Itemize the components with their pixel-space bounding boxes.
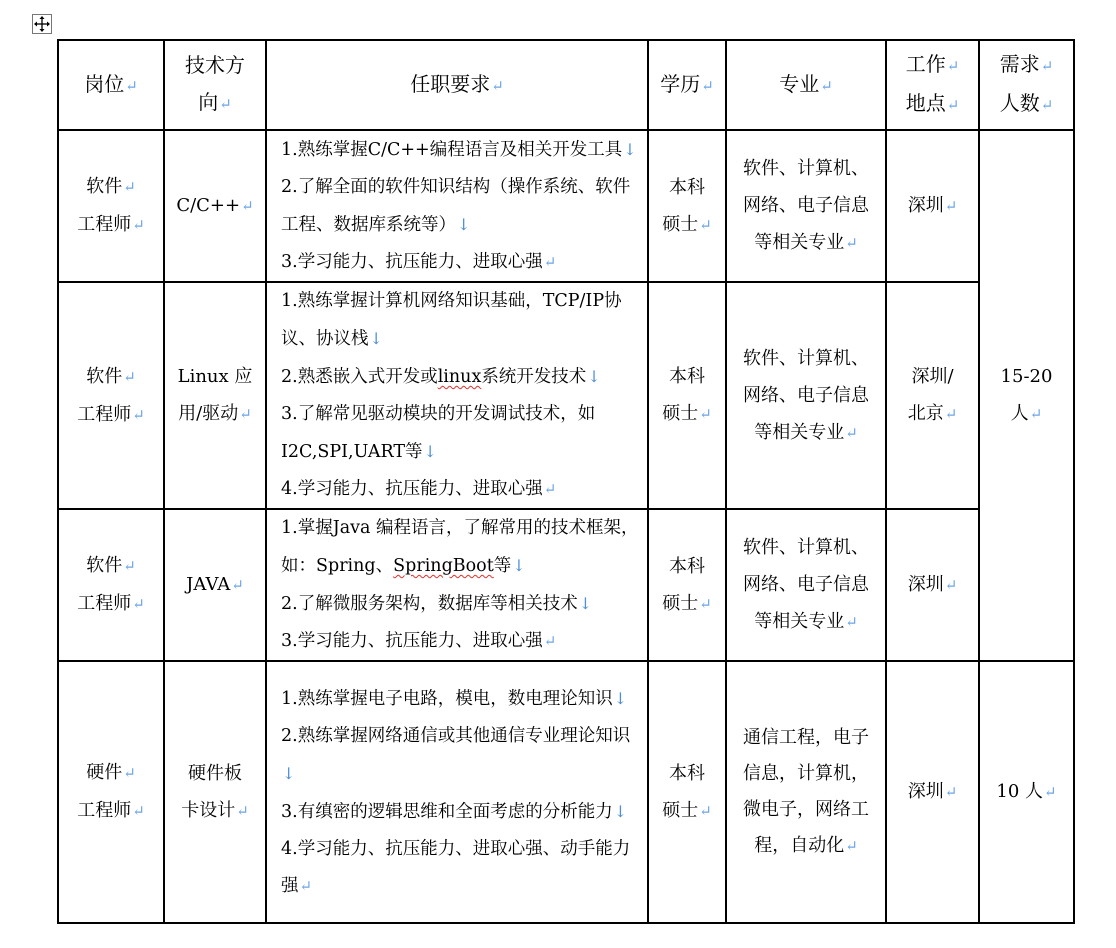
cell-location: 深圳↵ [886,661,979,923]
header-tech-direction: 技术方 向↵ [164,40,266,130]
cell-tech: JAVA↵ [164,509,266,661]
cell-count-hardware: 10 人↵ [979,661,1074,923]
header-major: 专业↵ [726,40,886,130]
cell-major: 软件、计算机、 网络、电子信息 等相关专业↵ [726,282,886,509]
header-position: 岗位↵ [58,40,164,130]
cell-position: 软件↵ 工程师↵ [58,509,164,661]
cell-tech: 硬件板 卡设计↵ [164,661,266,923]
cell-major: 软件、计算机、 网络、电子信息 等相关专业↵ [726,130,886,282]
cell-position: 软件↵ 工程师↵ [58,282,164,509]
header-location: 工作↵ 地点↵ [886,40,979,130]
cell-requirements: 1.掌握Java 编程语言，了解常用的技术框架，如：Spring、SpringBoot等↓ 2.了解微服务架构，数据库等相关技术↓ 3.学习能力、抗压能力、进取心强↵ [266,509,648,661]
cell-location: 深圳/ 北京↵ [886,282,979,509]
cell-requirements: 1.熟练掌握C/C++编程语言及相关开发工具↓ 2.了解全面的软件知识结构（操作系统、软件工程、数据库系统等）↓ 3.学习能力、抗压能力、进取心强↵ [266,130,648,282]
table-row [58,509,1074,661]
table-row [58,282,1074,509]
cell-major: 软件、计算机、 网络、电子信息 等相关专业↵ [726,509,886,661]
cell-position: 软件↵ 工程师↵ [58,130,164,282]
header-count: 需求↵ 人数↵ [979,40,1074,130]
cell-requirements: 1.熟练掌握电子电路，模电，数电理论知识↓ 2.熟练掌握网络通信或其他通信专业理论知识↓ 3.有缜密的逻辑思维和全面考虑的分析能力↓ 4.学习能力、抗压能力、进取心强、动手能力强↵ [266,661,648,923]
recruitment-table [57,39,1075,924]
cell-position: 硬件↵ 工程师↵ [58,661,164,923]
cell-count-software: 15-20 人↵ [979,130,1074,661]
cell-education: 本科 硕士↵ [648,661,726,923]
cell-tech: C/C++↵ [164,130,266,282]
cell-education: 本科 硕士↵ [648,509,726,661]
cell-tech: Linux 应 用/驱动↵ [164,282,266,509]
header-row [58,40,1074,130]
table-row [58,130,1074,282]
cell-requirements: 1.熟练掌握计算机网络知识基础，TCP/IP协议、协议栈↓ 2.熟悉嵌入式开发或linux系统开发技术↓ 3.了解常见驱动模块的开发调试技术，如I2C,SPI,UART等↓ 4.学习能力、抗压能力、进取心强↵ [266,282,648,509]
cell-education: 本科 硕士↵ [648,282,726,509]
table-row [58,661,1074,923]
header-requirements: 任职要求↵ [266,40,648,130]
table-move-handle[interactable] [32,14,52,34]
cell-education: 本科 硕士↵ [648,130,726,282]
header-education: 学历↵ [648,40,726,130]
cell-major: 通信工程，电子 信息，计算机， 微电子，网络工 程，自动化↵ [726,661,886,923]
cell-location: 深圳↵ [886,130,979,282]
cell-location: 深圳↵ [886,509,979,661]
move-icon [33,15,51,33]
